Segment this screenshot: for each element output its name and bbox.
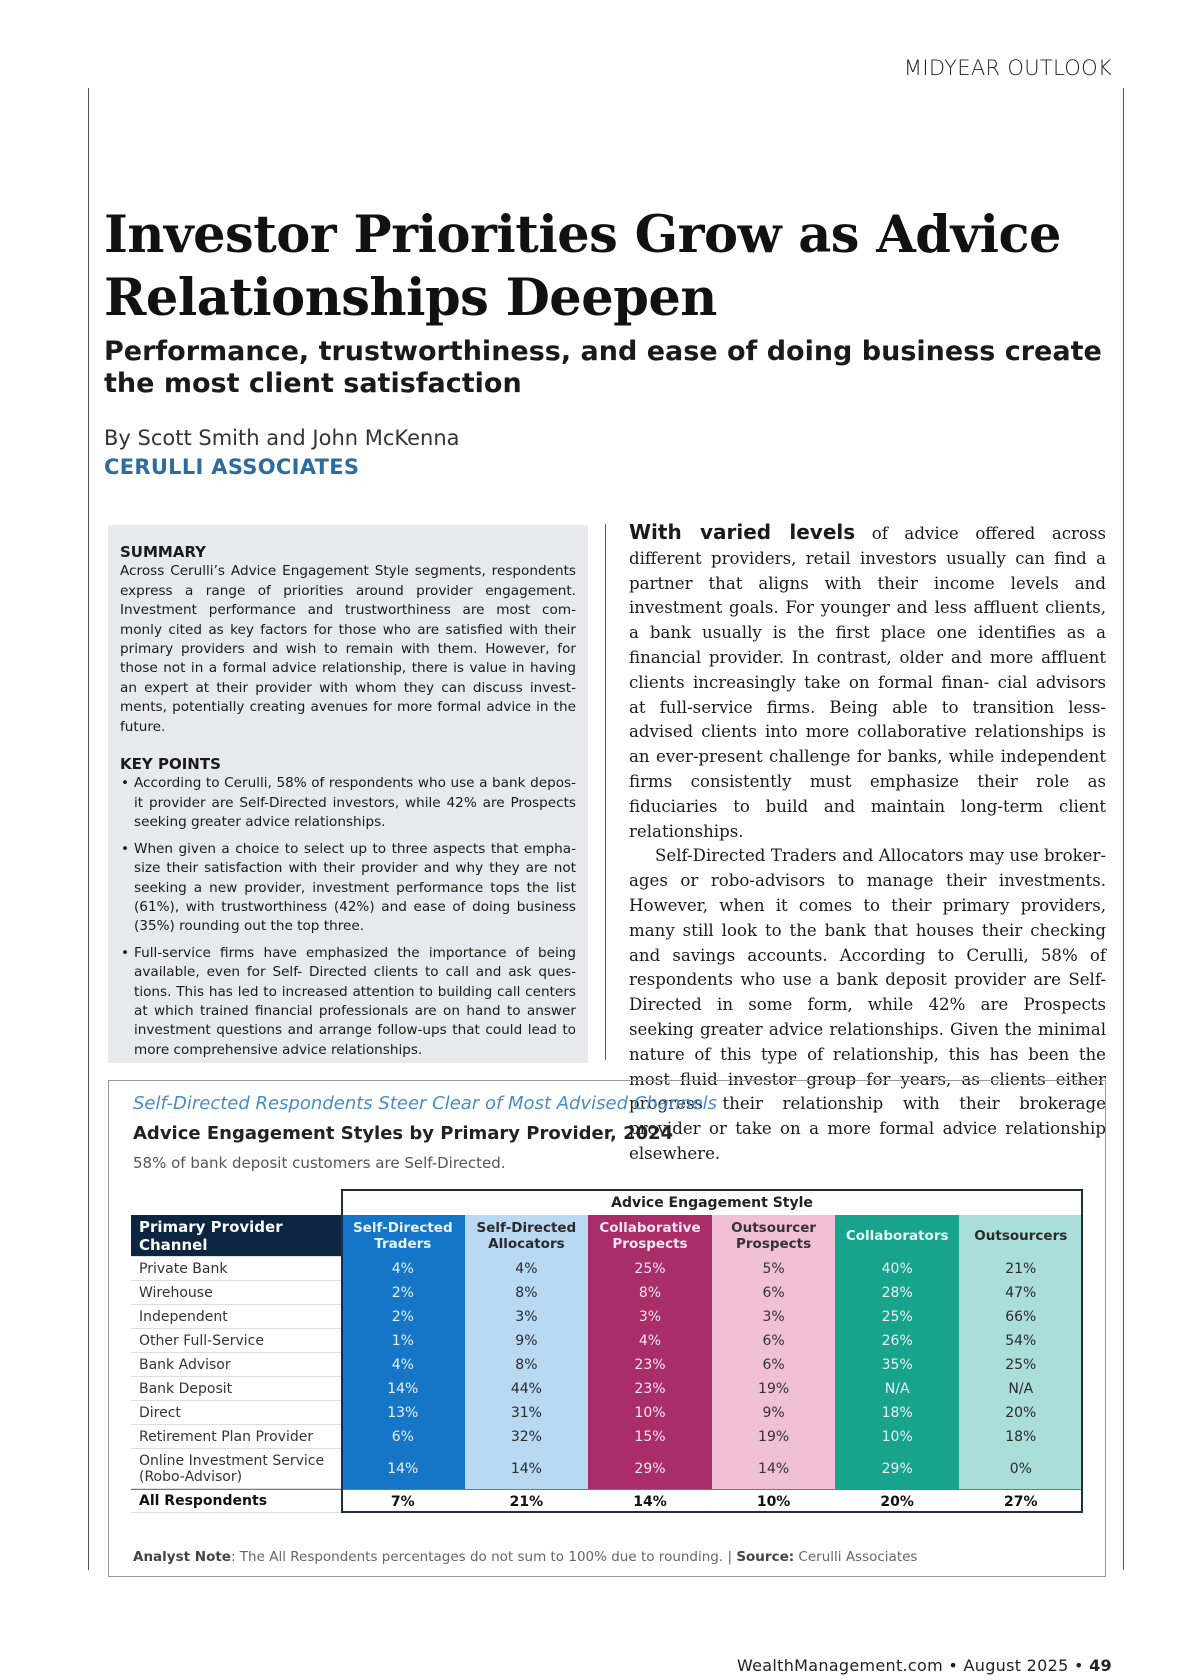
column-header-line: Allocators <box>488 1236 565 1252</box>
table-column-header <box>341 1215 465 1257</box>
chart-kicker: Self-Directed Respondents Steer Clear of Most Advised Channels <box>133 1093 717 1114</box>
table-cell: 13% <box>341 1401 465 1425</box>
table-column-header <box>465 1215 589 1257</box>
column-header-line: Prospects <box>612 1236 688 1252</box>
byline: By Scott Smith and John McKenna <box>104 426 460 450</box>
table-cell: 15% <box>588 1425 712 1449</box>
column-header-line: Collaborators <box>845 1228 949 1244</box>
summary-box <box>108 525 588 1063</box>
table-cell: 8% <box>588 1281 712 1305</box>
page-number: 49 <box>1089 1656 1112 1675</box>
table-cell: 25% <box>835 1305 959 1329</box>
body-paragraph-1 <box>629 520 1106 844</box>
author-organization: CERULLI ASSOCIATES <box>104 455 360 479</box>
table-row-label: Independent <box>131 1305 341 1329</box>
table-cell: 23% <box>588 1353 712 1377</box>
table-cell: 3% <box>712 1305 836 1329</box>
table-column-header <box>835 1215 959 1257</box>
column-header-line: Self-Directed <box>352 1220 453 1236</box>
table-cell: N/A <box>835 1377 959 1401</box>
table-cell: 47% <box>959 1281 1083 1305</box>
table-column-header <box>588 1215 712 1257</box>
table-cell: 18% <box>959 1425 1083 1449</box>
table-cell: 20% <box>959 1401 1083 1425</box>
table-total-row <box>131 1489 1083 1513</box>
article-subtitle: Performance, trustworthiness, and ease of doing business create the most client satisfaction <box>104 336 1102 399</box>
table-cell: 25% <box>959 1353 1083 1377</box>
table-row-label: Wirehouse <box>131 1281 341 1305</box>
table-cell: 10% <box>835 1425 959 1449</box>
right-rule <box>1123 88 1124 1570</box>
section-label: MIDYEAR OUTLOOK <box>903 56 1112 80</box>
table-total-cell: 14% <box>588 1489 712 1513</box>
source-label: Source: <box>736 1549 795 1565</box>
table-cell: 9% <box>712 1401 836 1425</box>
table-cell: 4% <box>588 1329 712 1353</box>
table-cell: 23% <box>588 1377 712 1401</box>
column-rule <box>605 524 606 1060</box>
table-cell: 54% <box>959 1329 1083 1353</box>
table-total-cell: 7% <box>341 1489 465 1513</box>
article-title: Investor Priorities Grow as Advice Relationships Deepen <box>104 205 1061 328</box>
table-cell: 6% <box>712 1281 836 1305</box>
table-cell: 6% <box>712 1353 836 1377</box>
table-row <box>131 1305 1083 1329</box>
table-cell: 14% <box>465 1449 589 1489</box>
table-cell: 2% <box>341 1281 465 1305</box>
table-cell: 14% <box>341 1449 465 1489</box>
row-label-line: Online Investment Service <box>139 1452 325 1469</box>
table-column-header <box>712 1215 836 1257</box>
keypoint-item: • When given a choice to select up to three aspects that empha- size their satisfaction with their provider and why they are not seeking a new provider, investment performance tops the list (61%), with trustworthiness (42%) and ease of doing business (35%) rounding out the top three. <box>120 840 576 937</box>
table-total-cell: 21% <box>465 1489 589 1513</box>
table-cell: 8% <box>465 1353 589 1377</box>
table-super-header: Advice Engagement Style <box>341 1189 1083 1215</box>
keypoint-item: • Full-service firms have emphasized the importance of being available, even for Self- Directed clients to call and ask ques- tions. This has led to increased attention to building call centers at which trained financial professionals are on hand to answer investment questions and arrange follow-ups that could lead to more comprehensive advice relationships. <box>120 944 576 1060</box>
table-row <box>131 1425 1083 1449</box>
table-cell: 40% <box>835 1257 959 1281</box>
table-cell: 44% <box>465 1377 589 1401</box>
table-cell: 4% <box>465 1257 589 1281</box>
table-total-label: All Respondents <box>131 1489 341 1513</box>
table-header-row <box>131 1215 1083 1257</box>
table-cell: 6% <box>712 1329 836 1353</box>
column-header-line: Traders <box>374 1236 432 1252</box>
keypoints-list <box>120 774 576 1060</box>
table-row-label: Direct <box>131 1401 341 1425</box>
left-rule <box>88 88 89 1570</box>
table-cell: 28% <box>835 1281 959 1305</box>
chart-footer <box>133 1549 917 1565</box>
table-total-cell: 27% <box>959 1489 1083 1513</box>
keypoint-item: • According to Cerulli, 58% of respondents who use a bank depos- it provider are Self-Directed investors, while 42% are Prospects seeking greater advice relationships. <box>120 774 576 832</box>
table-row-header: Primary Provider Channel <box>131 1215 341 1257</box>
column-header-line: Prospects <box>736 1236 812 1252</box>
table-total-cell: 10% <box>712 1489 836 1513</box>
table-column-header <box>959 1215 1083 1257</box>
table-cell: 32% <box>465 1425 589 1449</box>
table-row-label: Other Full-Service <box>131 1329 341 1353</box>
chart-subnote: 58% of bank deposit customers are Self-Directed. <box>133 1154 506 1172</box>
footer-issue: • August 2025 • <box>943 1656 1090 1675</box>
table-cell: 31% <box>465 1401 589 1425</box>
column-header-line: Outsourcers <box>974 1228 1068 1244</box>
table-cell: 25% <box>588 1257 712 1281</box>
table-cell: 4% <box>341 1353 465 1377</box>
table-cell: 3% <box>588 1305 712 1329</box>
source-text: Cerulli Associates <box>794 1549 918 1565</box>
table-cell: 21% <box>959 1257 1083 1281</box>
body-paragraph-2: Self-Directed Traders and Allocators may use broker- ages or robo-advisors to manage their investments. However, when it comes to their primary providers, many still look to the bank that houses their checking and savings accounts. According to Cerulli, 58% of respondents who use a bank deposit provider are Self-Directed in some form, while 42% are Prospects seeking greater advice relationships. Given the minimal nature of this type of relationship, this has been the most fluid investor group for years, as clients either progress their relationship with their brokerage provider or take on a more formal advice relationship elsewhere. <box>629 846 1106 1163</box>
table-row-label: Retirement Plan Provider <box>131 1425 341 1449</box>
lead-in: With varied levels <box>629 520 856 544</box>
summary-heading: SUMMARY <box>120 543 207 561</box>
table-cell: 0% <box>959 1449 1083 1489</box>
table-cell: 35% <box>835 1353 959 1377</box>
table-cell: 29% <box>835 1449 959 1489</box>
table-cell: N/A <box>959 1377 1083 1401</box>
column-header-line: Collaborative <box>599 1220 701 1236</box>
table-row <box>131 1401 1083 1425</box>
row-label-line: (Robo-Advisor) <box>139 1468 243 1485</box>
analyst-note-text: : The All Respondents percentages do not sum to 100% due to rounding. | <box>230 1549 737 1565</box>
chart-title: Advice Engagement Styles by Primary Provider, 2024 <box>133 1123 674 1144</box>
table-cell: 2% <box>341 1305 465 1329</box>
chart-frame <box>108 1080 1106 1577</box>
table-cell: 18% <box>835 1401 959 1425</box>
analyst-note-label: Analyst Note <box>133 1549 231 1565</box>
summary-text: Across Cerulli’s Advice Engagement Style segments, respondents express a range of priorities around provider engagement. Investment performance and trustworthiness are most com- monly cited as key factors for those who are satisfied with their primary providers and wish to remain with them. However, for those not in a formal advice relationship, there is value in having an expert at their provider with whom they can discuss invest- ments, potentially creating avenues for more formal advice in the future. <box>120 563 576 735</box>
table-row <box>131 1281 1083 1305</box>
table-cell: 6% <box>341 1425 465 1449</box>
keypoints-heading: KEY POINTS <box>120 755 221 774</box>
table-cell: 19% <box>712 1425 836 1449</box>
article-body <box>629 520 1106 1167</box>
table-cell: 9% <box>465 1329 589 1353</box>
column-header-line: Self-Directed <box>476 1220 577 1236</box>
table-cell: 19% <box>712 1377 836 1401</box>
table-row <box>131 1377 1083 1401</box>
table-cell: 14% <box>712 1449 836 1489</box>
table-cell: 4% <box>341 1257 465 1281</box>
table-row-label: Private Bank <box>131 1257 341 1281</box>
body-paragraph-1-text: of advice offered across different providers, retail investors usually can find a partner that aligns with their income levels and investment goals. For younger and less affluent clients, a bank usually is the first place one identifies as a financial provider. In contrast, older and more affluent clients increasingly take on formal finan- cial advisors at full-service firms. Being able to transition less- advised clients into more collaborative relationships is an ever-present challenge for banks, while independent firms consistently must emphasize their role as fiduciaries to build and maintain long-term client relationships. <box>629 524 1106 841</box>
table-cell: 14% <box>341 1377 465 1401</box>
table-cell: 10% <box>588 1401 712 1425</box>
table-total-cell: 20% <box>835 1489 959 1513</box>
footer-site: WealthManagement.com <box>736 1656 943 1675</box>
table-cell: 66% <box>959 1305 1083 1329</box>
table-row-label: Bank Deposit <box>131 1377 341 1401</box>
column-header-line: Outsourcer <box>731 1220 817 1236</box>
table-row <box>131 1353 1083 1377</box>
table-row <box>131 1329 1083 1353</box>
table-row <box>131 1257 1083 1281</box>
table-cell: 29% <box>588 1449 712 1489</box>
table-cell: 1% <box>341 1329 465 1353</box>
table-cell: 3% <box>465 1305 589 1329</box>
table-cell: 8% <box>465 1281 589 1305</box>
page-footer <box>737 1656 1112 1675</box>
table-cell: 5% <box>712 1257 836 1281</box>
table-row-label <box>131 1449 341 1489</box>
table-cell: 26% <box>835 1329 959 1353</box>
table-row-label: Bank Advisor <box>131 1353 341 1377</box>
table-row <box>131 1449 1083 1489</box>
